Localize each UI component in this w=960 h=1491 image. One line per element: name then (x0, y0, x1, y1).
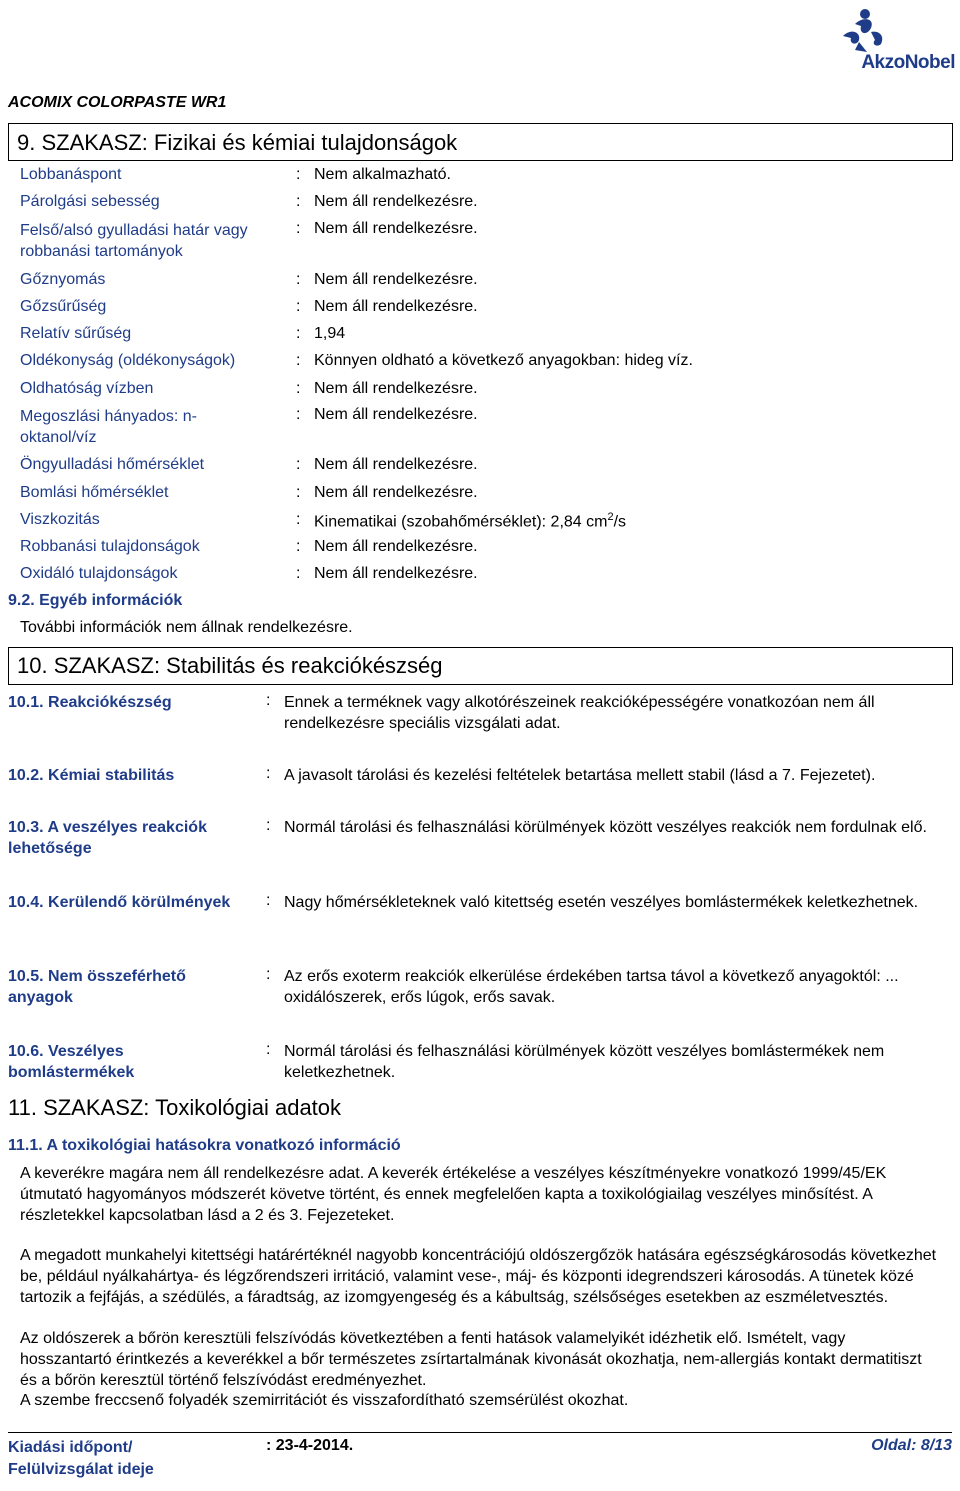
reactivity-value: Nagy hőmérsékleteknek való kitettség esetén veszélyes bomlástermékek keletkezhetnek. (284, 894, 919, 911)
section-9-title: 9. SZAKASZ: Fizikai és kémiai tulajdonságok (17, 130, 458, 155)
colon-separator: : (296, 298, 301, 315)
section-11-paragraph-3: Az oldószerek a bőrön keresztüli felszívódás következtében a fenti hatások valamelyikét idézhetik elő. Ismételt, vagy hosszantartó érintkezés a keverékkel a bőr természetes zsírtartalmának kivonását okozhatja, nem-allergiás kontakt dermatitiszt és a bőrön keresztül történő felszívódást eredményezhet. (20, 1330, 922, 1389)
footer-date-label-line2: Felülvizsgálat ideje (8, 1461, 154, 1478)
property-label: Viszkozitás (20, 511, 100, 528)
section-9-2-heading: 9.2. Egyéb információk (8, 592, 183, 609)
colon-separator: : (296, 220, 301, 237)
property-value: Nem áll rendelkezésre. (314, 484, 478, 501)
property-label: Oldékonyság (oldékonyságok) (20, 352, 236, 369)
property-value: Nem alkalmazható. (314, 166, 451, 183)
section-11-title: 11. SZAKASZ: Toxikológiai adatok (8, 1095, 342, 1120)
unit-superscript: 2 (607, 511, 614, 523)
section-11-paragraph-1: A keverékre magára nem áll rendelkezésre adat. A keverék értékelése a veszélyes készítményekre vonatkozó 1999/45/EK útmutató hagyományos módszerét követve történt, és ennek megfelelően kapta a toxikológiailag veszélyes minősítést. A részletekkel kapcsolatban lásd a 2 és 3. Fejezeteket. (20, 1165, 887, 1224)
colon-separator: : (296, 352, 301, 369)
property-value: Nem áll rendelkezésre. (314, 220, 478, 237)
property-label: Gőznyomás (20, 271, 106, 288)
footer-page-number: Oldal: 8/13 (871, 1437, 952, 1454)
colon-separator: : (296, 193, 301, 210)
property-label: Lobbanáspont (20, 166, 122, 183)
colon-separator: : (266, 765, 271, 782)
section-11-1-heading: 11.1. A toxikológiai hatásokra vonatkozó információ (8, 1137, 401, 1154)
brand-name: AkzoNobel (861, 52, 955, 73)
footer-date-value: : 23-4-2014. (266, 1437, 354, 1454)
property-label: Párolgási sebesség (20, 193, 160, 210)
property-value: Nem áll rendelkezésre. (314, 380, 478, 397)
property-value: Nem áll rendelkezésre. (314, 193, 478, 210)
reactivity-label: 10.2. Kémiai stabilitás (8, 767, 175, 784)
footer-date-label-line1: Kiadási időpont/ (8, 1439, 133, 1456)
reactivity-value: Normál tárolási és felhasználási körülmények között veszélyes reakciók nem fordulnak elő. (284, 819, 927, 836)
colon-separator: : (296, 565, 301, 582)
reactivity-label: 10.4. Kerülendő körülmények (8, 894, 231, 911)
property-label: Oxidáló tulajdonságok (20, 565, 178, 582)
reactivity-value: Ennek a terméknek vagy alkotórészeinek reakcióképességére vonatkozóan nem áll rendelkezésre speciális vizsgálati adat. (284, 694, 875, 732)
property-value: Nem áll rendelkezésre. (314, 298, 478, 315)
colon-separator: : (296, 511, 301, 528)
property-value: 1,94 (314, 325, 346, 342)
colon-separator: : (296, 538, 301, 555)
property-value: Nem áll rendelkezésre. (314, 406, 478, 423)
property-label: Bomlási hőmérséklet (20, 484, 169, 501)
product-name: ACOMIX COLORPASTE WR1 (8, 94, 227, 111)
reactivity-value: A javasolt tárolási és kezelési feltételek betartása mellett stabil (lásd a 7. Fejezetet). (284, 767, 876, 784)
reactivity-label: 10.6. Veszélyes bomlástermékek (8, 1043, 135, 1081)
colon-separator: : (266, 817, 271, 834)
figure-logo-icon (815, 6, 955, 56)
section-9-2-text: További információk nem állnak rendelkezésre. (20, 619, 353, 636)
section-9-header (8, 123, 953, 161)
property-value: Nem áll rendelkezésre. (314, 271, 478, 288)
colon-separator: : (296, 166, 301, 183)
property-label: Gőzsűrűség (20, 298, 107, 315)
property-label: Robbanási tulajdonságok (20, 538, 200, 555)
property-value: Nem áll rendelkezésre. (314, 538, 478, 555)
footer-divider (8, 1432, 952, 1433)
property-value-text: Kinematikai (szobahőmérséklet): 2,84 cm (314, 513, 608, 531)
reactivity-value: Az erős exoterm reakciók elkerülése érdekében tartsa távol a következő anyagoktól: ... oxidálószerek, erős lúgok, erős savak. (284, 968, 899, 1006)
akzonobel-logo (815, 6, 955, 72)
reactivity-label: 10.1. Reakciókészség (8, 694, 172, 711)
property-value: Nem áll rendelkezésre. (314, 565, 478, 582)
property-label: Felső/alsó gyulladási határ vagy robbanási tartományok (20, 222, 248, 260)
section-10-header (8, 647, 953, 685)
property-label: Öngyulladási hőmérséklet (20, 456, 205, 473)
property-label: Megoszlási hányados: n-oktanol/víz (20, 408, 197, 446)
colon-separator: : (296, 271, 301, 288)
property-value: Nem áll rendelkezésre. (314, 456, 478, 473)
section-11-paragraph-4: A szembe freccsenő folyadék szemirritációt és visszafordítható szemsérülést okozhat. (20, 1392, 629, 1409)
reactivity-label: 10.3. A veszélyes reakciók lehetősége (8, 819, 207, 857)
footer-date-label (8, 1437, 154, 1481)
colon-separator: : (266, 1041, 271, 1058)
property-value (314, 511, 626, 531)
colon-separator: : (296, 325, 301, 342)
reactivity-label: 10.5. Nem összeférhető anyagok (8, 968, 186, 1006)
colon-separator: : (266, 892, 271, 909)
reactivity-value: Normál tárolási és felhasználási körülmények között veszélyes bomlástermékek nem keletkezhetnek. (284, 1043, 885, 1081)
colon-separator: : (266, 692, 271, 709)
colon-separator: : (266, 966, 271, 983)
section-11-paragraph-2: A megadott munkahelyi kitettségi határértéknél nagyobb koncentrációjú oldószergőzök hatására egészségkárosodás következhet be, például nyálkahártya- és légzőrendszeri irritáció, valamint vese-, máj- és központi idegrendszeri károsodás. A tünetek közé tartozik a fejfájás, a szédülés, a fáradtság, az izomgyengeség és a kábultság, szélsőséges esetekben az eszméletvesztés. (20, 1247, 937, 1306)
section-10-title: 10. SZAKASZ: Stabilitás és reakciókészség (17, 653, 443, 678)
colon-separator: : (296, 406, 301, 423)
colon-separator: : (296, 380, 301, 397)
property-label: Relatív sűrűség (20, 325, 132, 342)
property-value: Könnyen oldható a következő anyagokban: hideg víz. (314, 352, 693, 369)
unit-suffix: /s (613, 513, 627, 531)
colon-separator: : (296, 456, 301, 473)
colon-separator: : (296, 484, 301, 501)
property-label: Oldhatóság vízben (20, 380, 154, 397)
